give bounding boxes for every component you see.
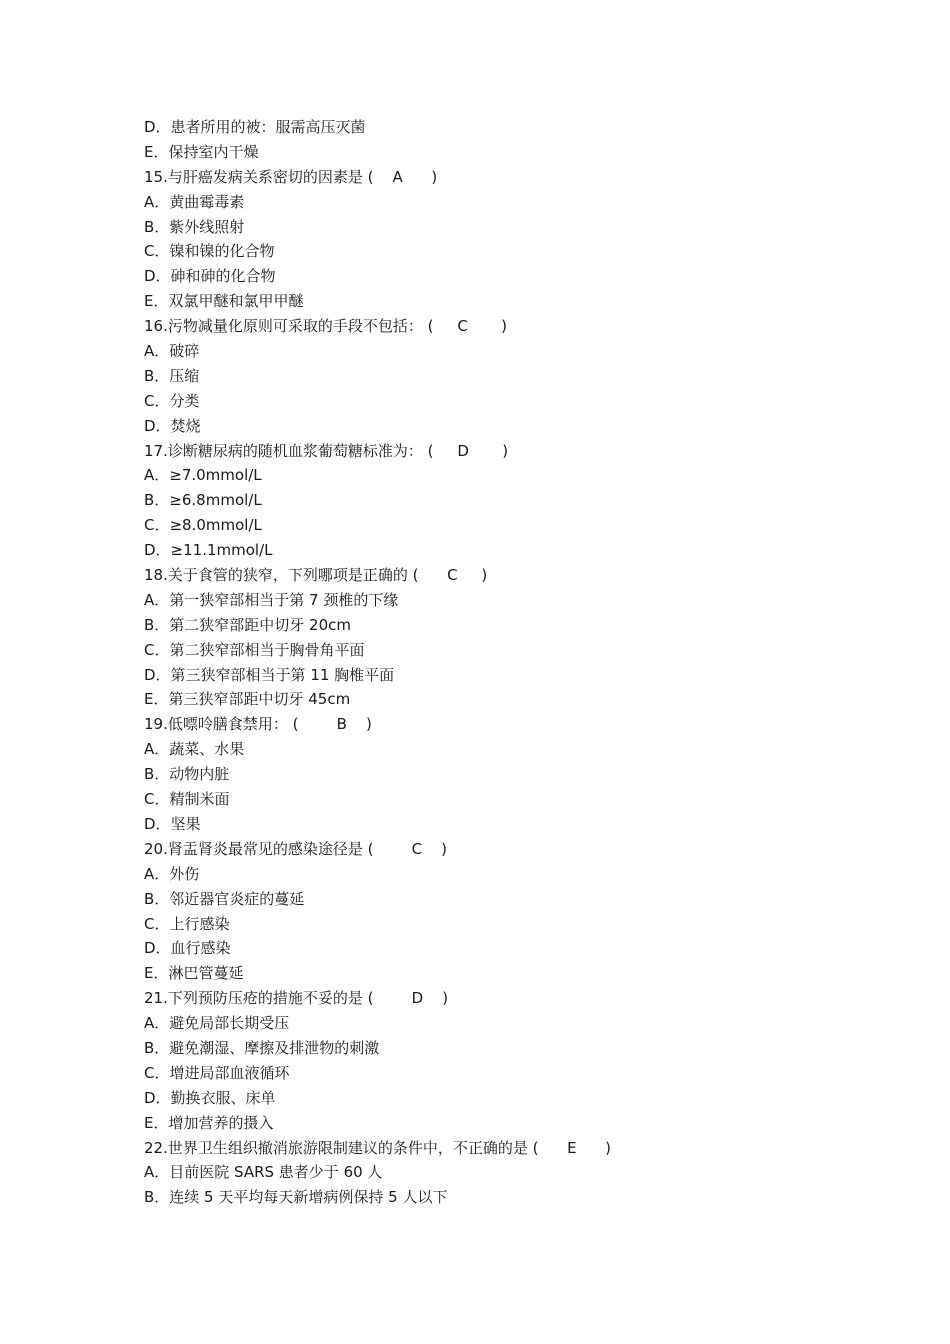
option-line: B．连续 5 天平均每天新增病例保持 5 人以下: [144, 1188, 448, 1207]
question-line: 21.下列预防压疮的措施不妥的是 ( D ): [144, 989, 449, 1008]
option-line: A．目前医院 SARS 患者少于 60 人: [144, 1163, 383, 1182]
option-line: D．患者所用的被：服需高压灭菌: [144, 118, 366, 136]
document-body: [144, 115, 844, 1210]
option-line: D．坚果: [144, 814, 201, 833]
option-line: B．压缩: [144, 366, 200, 385]
option-line: B．≥6.8mmol/L: [144, 491, 262, 510]
option-line: D．第三狭窄部相当于第 11 胸椎平面: [144, 665, 395, 684]
option-line: E．增加营养的摄入: [144, 1113, 274, 1132]
option-line: E．保持室内干燥: [144, 142, 259, 161]
option-line: A．避免局部长期受压: [144, 1014, 290, 1033]
option-line: D．≥11.1mmol/L: [144, 541, 273, 560]
question-line: 16.污物减量化原则可采取的手段不包括： ( C ): [144, 317, 508, 336]
option-line: C．第二狭窄部相当于胸骨角平面: [144, 640, 365, 659]
option-line: D．勤换衣服、床单: [144, 1088, 276, 1107]
option-line: C．镍和镍的化合物: [144, 242, 275, 261]
option-line: C．分类: [144, 391, 200, 410]
option-line: D．血行感染: [144, 939, 231, 958]
option-line: B．紫外线照射: [144, 217, 245, 236]
option-line: E．第三狭窄部距中切牙 45cm: [144, 690, 351, 709]
option-line: E．双氯甲醚和氯甲甲醚: [144, 292, 304, 311]
question-line: 22.世界卫生组织撤消旅游限制建议的条件中，不正确的是 ( E ): [144, 1138, 612, 1157]
option-line: A．外伤: [144, 864, 200, 883]
option-line: C．精制米面: [144, 790, 230, 809]
option-line: A．蔬菜、水果: [144, 740, 245, 759]
option-line: E．淋巴管蔓延: [144, 964, 244, 983]
option-line: C．≥8.0mmol/L: [144, 516, 262, 535]
option-line: D．焚烧: [144, 416, 201, 435]
question-line: 19.低嘌呤膳食禁用： ( B ): [144, 715, 372, 734]
question-line: 17.诊断糖尿病的随机血浆葡萄糖标准为： ( D ): [144, 441, 509, 460]
question-line: 15.与肝癌发病关系密切的因素是 ( A ): [144, 167, 438, 186]
option-line: D．砷和砷的化合物: [144, 267, 276, 286]
option-line: C．增进局部血液循环: [144, 1063, 290, 1082]
option-line: B．第二狭窄部距中切牙 20cm: [144, 615, 352, 634]
option-line: B．动物内脏: [144, 765, 230, 784]
question-line: 20.肾盂肾炎最常见的感染途径是 ( C ): [144, 839, 448, 858]
option-line: C．上行感染: [144, 914, 230, 933]
question-line: 18.关于食管的狭窄，下列哪项是正确的 ( C ): [144, 566, 488, 585]
option-line: A．破碎: [144, 342, 200, 361]
option-line: A．≥7.0mmol/L: [144, 466, 262, 485]
option-line: B．避免潮湿、摩擦及排泄物的刺激: [144, 1038, 380, 1057]
option-line: A．第一狭窄部相当于第 7 颈椎的下缘: [144, 590, 399, 609]
option-line: B．邻近器官炎症的蔓延: [144, 889, 305, 908]
option-line: A．黄曲霉毒素: [144, 192, 245, 211]
